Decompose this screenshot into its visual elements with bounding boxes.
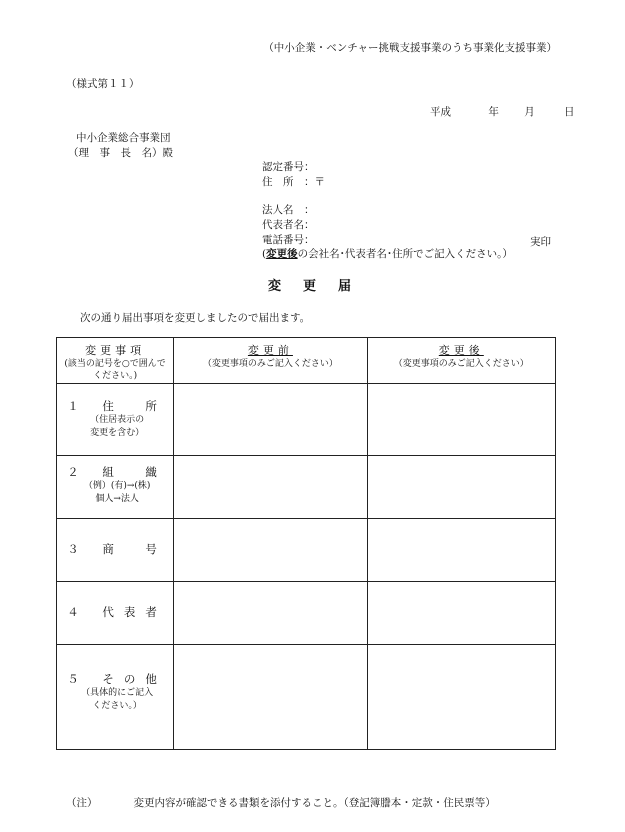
header-change-item: 変更事項 (該当の記号を○で囲んでください。) <box>57 338 174 384</box>
header-before: 変更前 （変更事項のみご記入ください） <box>174 338 367 384</box>
before-cell-representative[interactable] <box>174 582 367 645</box>
after-change-note: (変更後の会社名･代表者名･住所でご記入ください。） <box>262 248 513 260</box>
footer-note <box>66 795 496 810</box>
table-row <box>57 582 556 645</box>
row-label-trade-name: ３ 商 号 <box>57 519 174 582</box>
after-cell-organization[interactable] <box>367 456 555 519</box>
representative-label: 代表者名： <box>262 219 315 231</box>
address-label: 住 所 ：〒 <box>262 176 325 188</box>
corp-name-label: 法人名 ： <box>262 204 315 216</box>
after-cell-representative[interactable] <box>367 582 555 645</box>
before-cell-other[interactable] <box>174 645 367 750</box>
row-label-other: ５ その他 （具体的にご記入 ください。） <box>57 645 174 750</box>
footer-text: 変更内容が確認できる書類を添付すること。（登記簿謄本・定款・住民票等） <box>133 797 496 809</box>
before-cell-organization[interactable] <box>174 456 367 519</box>
after-cell-other[interactable] <box>367 645 555 750</box>
table-row <box>57 384 556 456</box>
footer-label: （注） <box>66 797 98 809</box>
before-cell-address[interactable] <box>174 384 367 456</box>
date-month: 月 <box>524 106 535 118</box>
row-label-organization: ２ 組 織 （例）(有)→(株) 個人→法人 <box>57 456 174 519</box>
table-row <box>57 645 556 750</box>
table-row <box>57 456 556 519</box>
document-title: 変更届 <box>268 279 374 294</box>
after-cell-trade-name[interactable] <box>367 519 555 582</box>
after-change-bold: 変更後 <box>266 248 298 260</box>
addressee-title: （理 事 長 名）殿 <box>68 147 173 159</box>
table-row <box>57 519 556 582</box>
header-after: 変更後 （変更事項のみご記入ください） <box>367 338 555 384</box>
phone-label: 電話番号： <box>262 234 315 246</box>
table-header-row <box>57 338 556 384</box>
addressee-org: 中小企業総合事業団 <box>76 132 171 144</box>
after-cell-address[interactable] <box>367 384 555 456</box>
date-era: 平成 <box>430 106 451 118</box>
form-number: （様式第１１） <box>66 78 140 90</box>
row-label-address: １ 住 所 （住居表示の 変更を含む） <box>57 384 174 456</box>
seal-label: 実印 <box>530 236 551 248</box>
intro-text: 次の通り届出事項を変更しましたので届出ます。 <box>80 312 311 324</box>
date-line <box>430 104 575 119</box>
cert-number-label: 認定番号： <box>262 161 315 173</box>
header-note: （中小企業・ベンチャー挑戦支援事業のうち事業化支援事業） <box>263 42 557 54</box>
before-cell-trade-name[interactable] <box>174 519 367 582</box>
date-day: 日 <box>564 106 575 118</box>
row-label-representative: ４ 代表者 <box>57 582 174 645</box>
date-year: 年 <box>488 106 499 118</box>
changes-table <box>56 337 556 750</box>
